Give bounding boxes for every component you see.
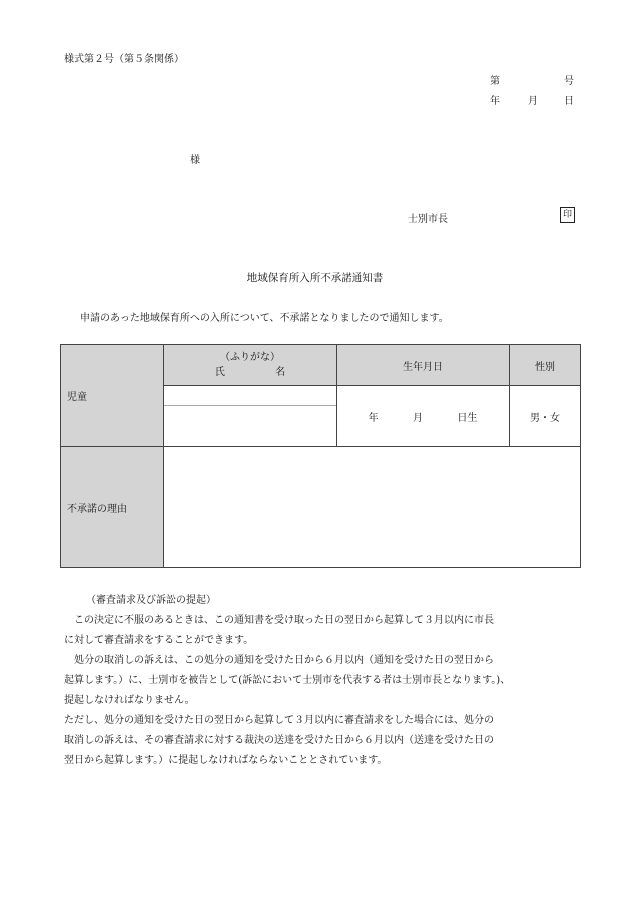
furigana-label: （ふりがな） — [220, 352, 280, 363]
birth-day-label: 日生 — [457, 412, 478, 424]
name-header-cell — [164, 345, 337, 386]
reason-label-cell — [61, 447, 164, 568]
recipient-honorific: 様 — [190, 155, 200, 166]
official-seal-mark: 印 — [560, 207, 575, 223]
appeal-line-7: 取消しの訴えは、その審査請求に対する裁決の送達を受けた日から６月以内（送達を受けた日の — [64, 735, 494, 746]
birthdate-label: 生年月日 — [403, 361, 443, 373]
furigana-input-line[interactable] — [164, 386, 336, 406]
birthdate-header-cell — [337, 345, 510, 386]
appeal-line-5: 提起しなければなりません。 — [64, 695, 195, 706]
reason-value-cell[interactable] — [164, 447, 581, 568]
gender-value-cell[interactable] — [510, 386, 581, 447]
child-label: 児童 — [67, 392, 87, 403]
appeal-line-6: ただし、処分の通知を受けた日の翌日から起算して３月以内に審査請求をした場合には、処分の — [64, 715, 494, 726]
appeal-line-3: 処分の取消しの訴えは、この処分の通知を受けた日から６月以内（通知を受けた日の翌日から — [64, 655, 494, 666]
birthdate-value-cell[interactable] — [337, 386, 510, 447]
document-title: 地域保育所入所不承諾通知書 — [246, 272, 384, 284]
appeal-line-2: に対して審査請求をすることができます。 — [64, 635, 254, 646]
child-name-cell[interactable] — [164, 386, 337, 447]
issue-date-month: 月 — [528, 96, 538, 107]
intro-paragraph: 申請のあった地域保育所への入所について、不承諾となりましたので通知します。 — [80, 313, 449, 324]
birth-year-label: 年 — [368, 412, 379, 424]
appeal-line-4: 起算します。）に、士別市を被告として(訴訟において士別市を代表する者は士別市長となります。)、 — [64, 675, 511, 686]
doc-number-suffix: 号 — [564, 76, 574, 87]
issue-date-year: 年 — [490, 96, 500, 107]
form-number-label: 様式第２号（第５条関係） — [64, 54, 184, 65]
reason-label: 不承諾の理由 — [67, 503, 127, 515]
appeal-heading: （審査請求及び訴訟の提起） — [86, 595, 216, 606]
birth-month-label: 月 — [413, 412, 423, 424]
gender-label: 性別 — [535, 361, 555, 373]
appeal-notice — [64, 591, 584, 771]
child-label-cell — [61, 345, 164, 447]
gender-options: 男・女 — [530, 412, 560, 424]
notice-table — [60, 344, 581, 568]
appeal-line-1: この決定に不服のあるときは、この通知書を受け取った日の翌日から起算して３月以内に市長 — [64, 615, 494, 626]
name-label-given: 名 — [275, 367, 286, 378]
name-label — [164, 365, 336, 380]
doc-number-prefix: 第 — [490, 76, 500, 87]
issue-date-day: 日 — [564, 96, 574, 107]
appeal-line-8: 翌日から起算します。）に提起しなければならないこととされています。 — [64, 755, 388, 766]
sender-title: 士別市長 — [408, 214, 448, 225]
gender-header-cell — [510, 345, 581, 386]
name-label-family: 氏 — [214, 367, 225, 378]
